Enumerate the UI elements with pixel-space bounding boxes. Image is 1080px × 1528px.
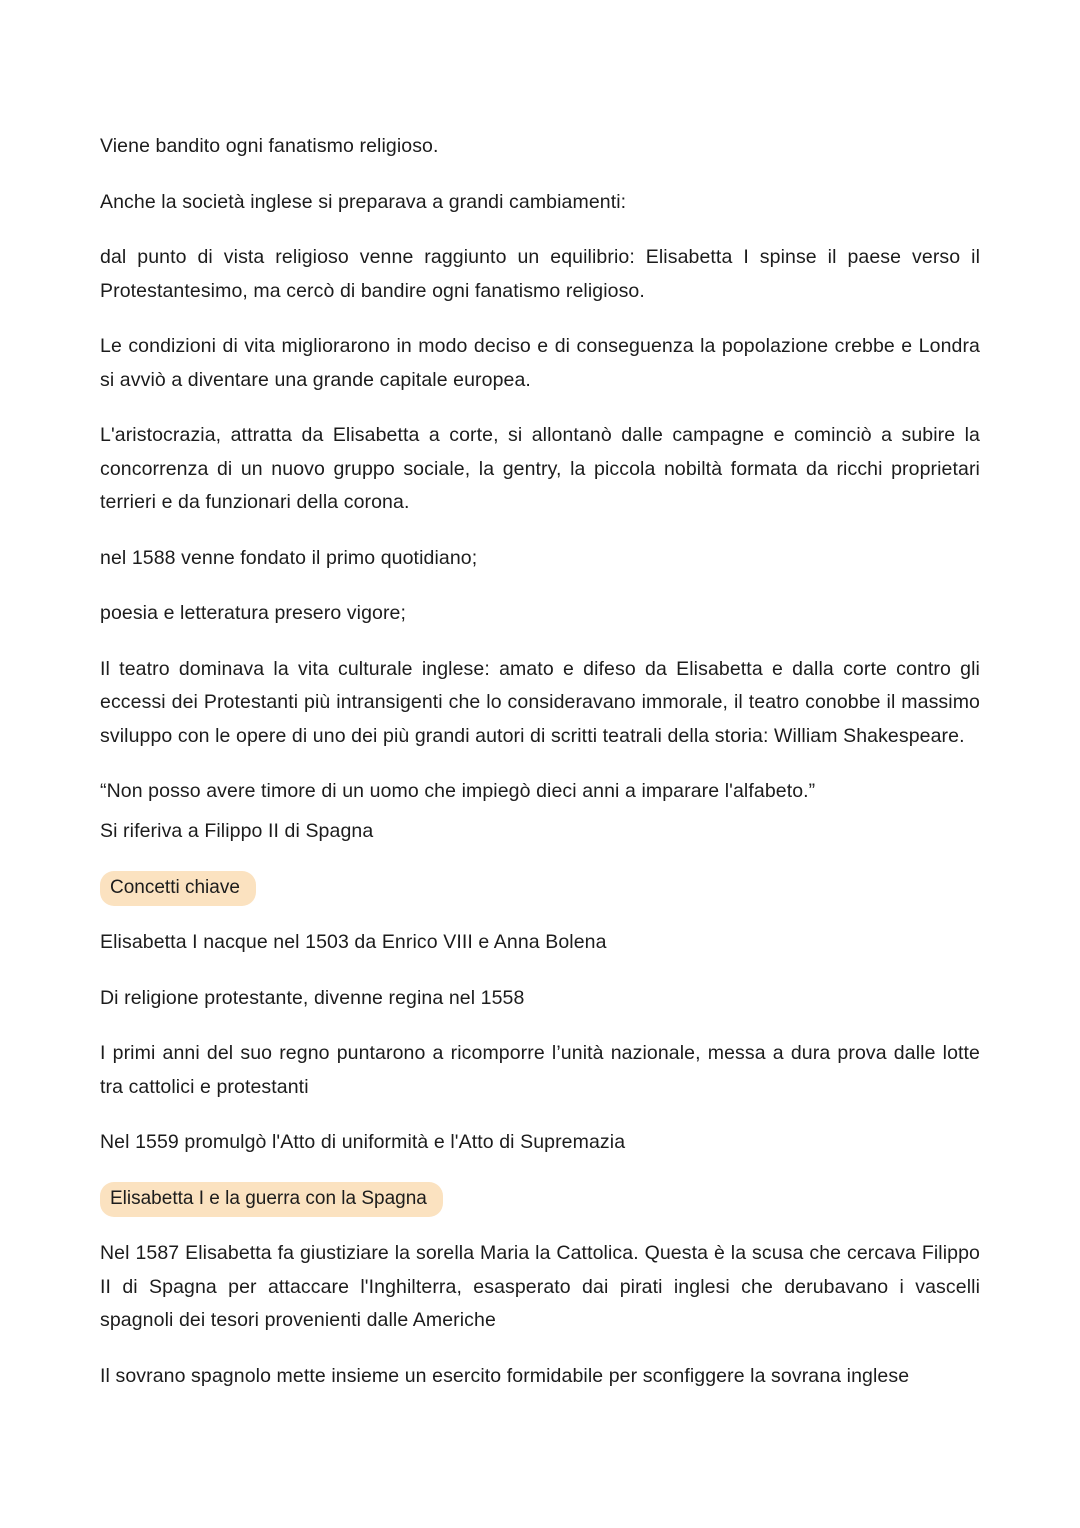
- paragraph-societa-inglese: Anche la società inglese si preparava a grandi cambiamenti:: [100, 190, 627, 213]
- paragraph-atti-1559: Nel 1559 promulgò l'Atto di uniformità e l'Atto di Supremazia: [100, 1131, 626, 1154]
- heading-guerra-spagna-wrap: [100, 1182, 980, 1218]
- paragraph-primo-quotidiano: nel 1588 venne fondato il primo quotidiano;: [100, 546, 478, 569]
- paragraph-poesia-letteratura: poesia e letteratura presero vigore;: [100, 602, 407, 625]
- heading-guerra-spagna: Elisabetta I e la guerra con la Spagna: [100, 1182, 443, 1218]
- paragraph-religione-protestante: Di religione protestante, divenne regina nel 1558: [100, 986, 525, 1009]
- paragraph-esercito-spagnolo: Il sovrano spagnolo mette insieme un esercito formidabile per sconfiggere la sovrana inglese: [100, 1364, 910, 1387]
- heading-concetti-chiave-wrap: [100, 871, 980, 907]
- paragraph-equilibrio-religioso: dal punto di vista religioso venne raggiunto un equilibrio: Elisabetta I spinse il paese verso il Protestantesimo, ma cercò di bandire ogni fanatismo religioso.: [100, 246, 980, 302]
- paragraph-fanatismo: Viene bandito ogni fanatismo religioso.: [100, 135, 439, 157]
- paragraph-nascita-elisabetta: Elisabetta I nacque nel 1503 da Enrico VIII e Anna Bolena: [100, 931, 607, 953]
- paragraph-condizioni-di-vita: Le condizioni di vita migliorarono in modo deciso e di conseguenza la popolazione crebbe e Londra si avviò a diventare una grande capitale europea.: [100, 335, 980, 391]
- paragraph-teatro: Il teatro dominava la vita culturale inglese: amato e difeso da Elisabetta e dalla corte contro gli eccessi dei Protestanti più intransigenti che lo consideravano immorale, il teatro conobbe il massimo sviluppo con le opere di uno dei più grandi autori di scritti teatrali della storia: William Shakespeare.: [100, 657, 980, 747]
- paragraph-unita-nazionale: I primi anni del suo regno puntarono a ricomporre l’unità nazionale, messa a dura prova dalle lotte tra cattolici e protestanti: [100, 1042, 980, 1098]
- paragraph-citazione: “Non posso avere timore di un uomo che impiegò dieci anni a imparare l'alfabeto.”: [100, 780, 816, 803]
- heading-concetti-chiave: Concetti chiave: [100, 871, 256, 907]
- paragraph-citazione-attribuzione: Si riferiva a Filippo II di Spagna: [100, 819, 374, 842]
- paragraph-maria-cattolica: Nel 1587 Elisabetta fa giustiziare la sorella Maria la Cattolica. Questa è la scusa che cercava Filippo II di Spagna per attaccare l'Inghilterra, esasperato dai pirati inglesi che derubavano i vascelli spagnoli dei tesori provenienti dalle Americhe: [100, 1242, 980, 1332]
- paragraph-aristocrazia: L'aristocrazia, attratta da Elisabetta a corte, si allontanò dalle campagne e cominciò a subire la concorrenza di un nuovo gruppo sociale, la gentry, la piccola nobiltà formata da ricchi proprietari terrieri e da funzionari della corona.: [100, 424, 980, 514]
